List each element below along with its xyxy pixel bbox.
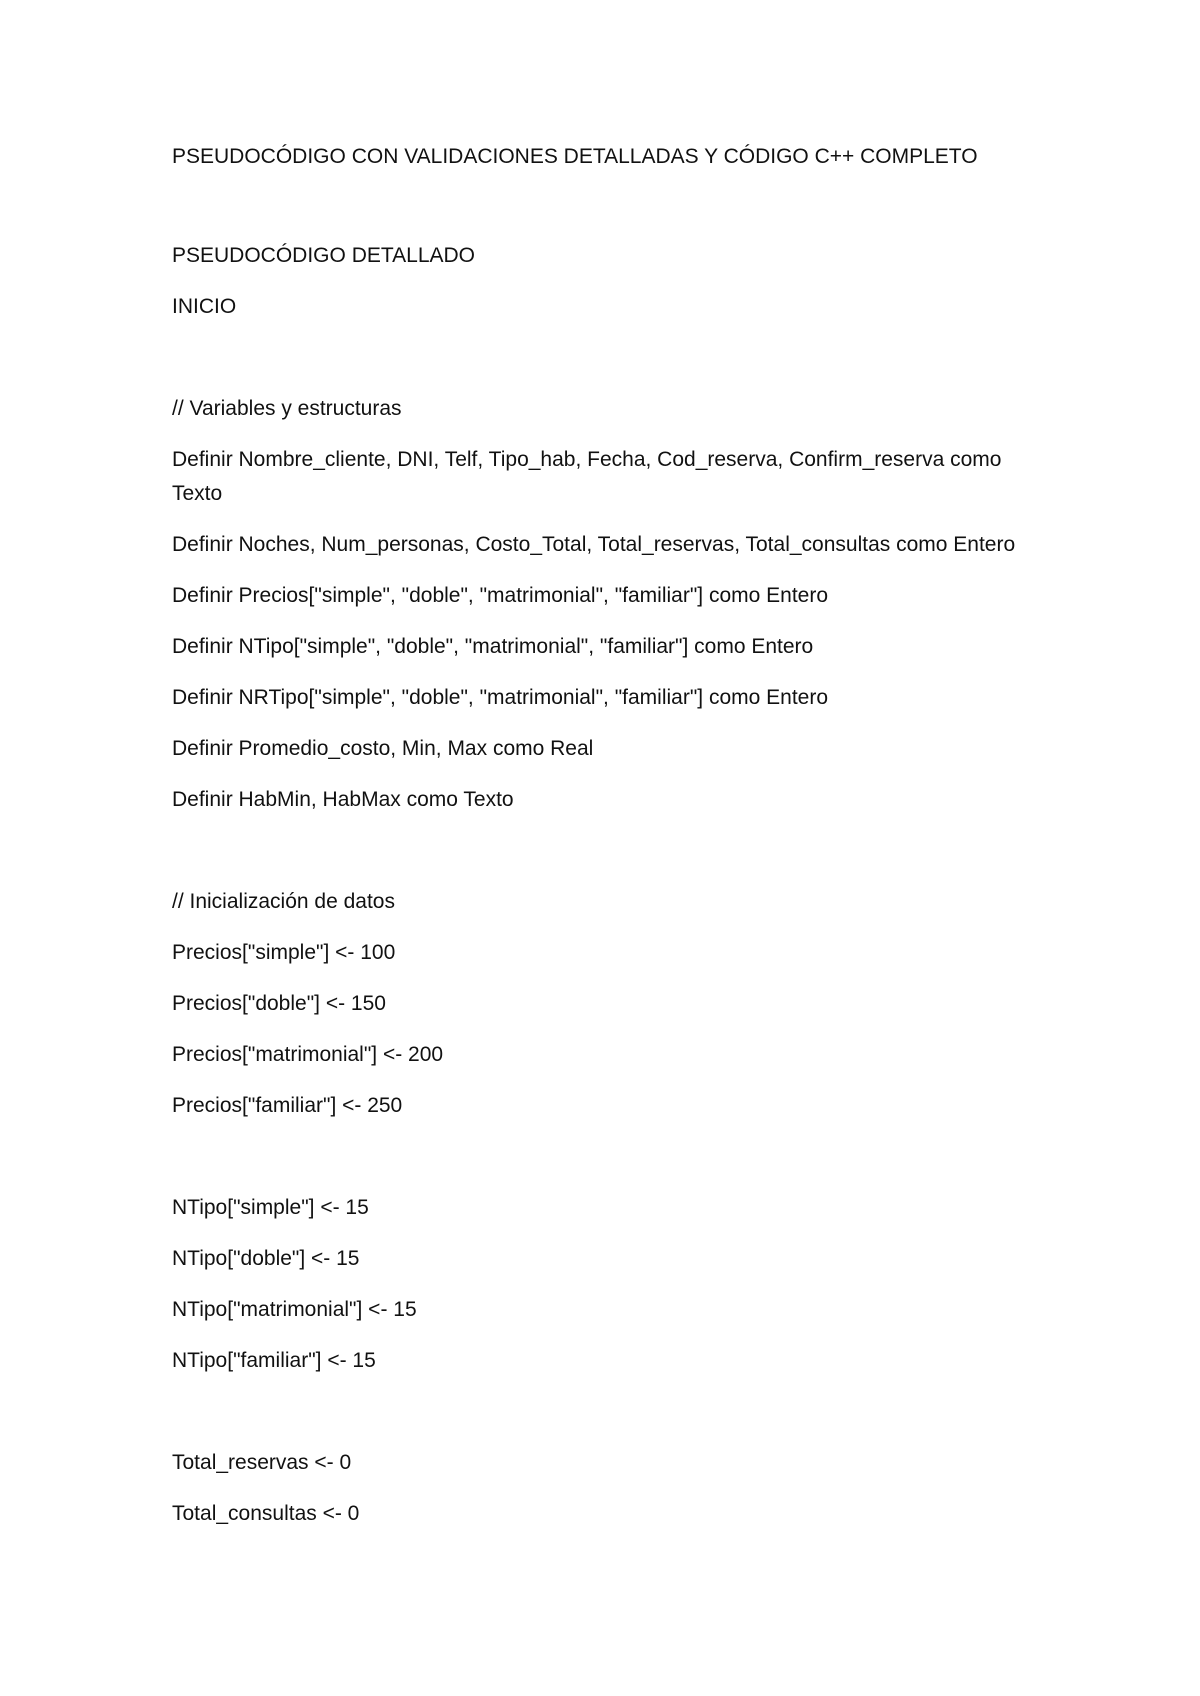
ntipo-assignment: NTipo["familiar"] <- 15 — [172, 1349, 376, 1372]
price-assignment: Precios["matrimonial"] <- 200 — [172, 1043, 444, 1066]
price-assignment: Precios["doble"] <- 150 — [172, 992, 386, 1015]
variables-comment: // Variables y estructuras — [172, 397, 402, 420]
total-assignment: Total_consultas <- 0 — [172, 1502, 360, 1525]
variable-definition: Definir HabMin, HabMax como Texto — [172, 788, 514, 811]
spacer — [172, 1140, 1052, 1191]
ntipo-assignment: NTipo["doble"] <- 15 — [172, 1247, 360, 1270]
variable-definition: Definir NTipo["simple", "doble", "matrimonial", "familiar"] como Entero — [172, 635, 814, 658]
variable-definition: Definir Promedio_costo, Min, Max como Real — [172, 737, 594, 760]
variable-definition: Definir NRTipo["simple", "doble", "matrimonial", "familiar"] como Entero — [172, 686, 829, 709]
start-keyword: INICIO — [172, 295, 237, 318]
spacer — [172, 1395, 1052, 1446]
variable-definition: Definir Precios["simple", "doble", "matrimonial", "familiar"] como Entero — [172, 584, 829, 607]
document-body — [172, 140, 1052, 1548]
ntipo-assignment: NTipo["matrimonial"] <- 15 — [172, 1298, 417, 1321]
spacer — [172, 341, 1052, 392]
total-assignment: Total_reservas <- 0 — [172, 1451, 352, 1474]
variable-definition: Definir Nombre_cliente, DNI, Telf, Tipo_hab, Fecha, Cod_reserva, Confirm_reserva como Texto — [172, 448, 1007, 505]
document-title: PSEUDOCÓDIGO CON VALIDACIONES DETALLADAS Y CÓDIGO C++ COMPLETO — [172, 145, 978, 168]
ntipo-assignment: NTipo["simple"] <- 15 — [172, 1196, 369, 1219]
spacer — [172, 834, 1052, 885]
section-heading: PSEUDOCÓDIGO DETALLADO — [172, 244, 476, 267]
price-assignment: Precios["familiar"] <- 250 — [172, 1094, 403, 1117]
price-assignment: Precios["simple"] <- 100 — [172, 941, 396, 964]
init-comment: // Inicialización de datos — [172, 890, 395, 913]
variable-definition: Definir Noches, Num_personas, Costo_Total, Total_reservas, Total_consultas como Entero — [172, 533, 1016, 556]
spacer — [172, 191, 1052, 239]
